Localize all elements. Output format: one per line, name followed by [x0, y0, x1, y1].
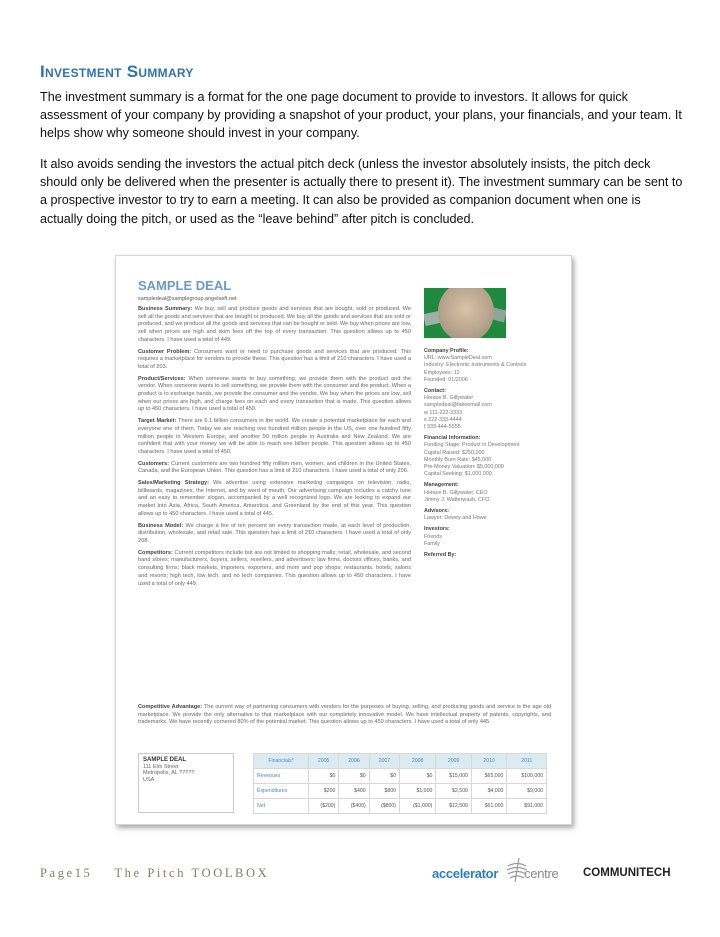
table-cell: ($1,000)	[400, 799, 436, 814]
table-cell: $4,000	[471, 784, 507, 799]
profile-group: Financial Information: Funding Stage: Product in Development Capital Raised: $250,000 Monthly Burn Rate: $45,000 Pre-Money Valuation: $5,000,000 Capital Seeking: $1,000,000	[424, 435, 520, 478]
table-cell: $2,500	[436, 784, 472, 799]
table-cell: 2007	[369, 754, 399, 769]
table-cell: $800	[369, 784, 399, 799]
table-cell: ($200)	[309, 799, 339, 814]
table-cell: ($800)	[369, 799, 399, 814]
table-cell: $12,500	[436, 799, 472, 814]
footer-page: Page15 The Pitch TOOLBOX	[40, 866, 270, 880]
table-cell: $1,000	[400, 784, 436, 799]
table-cell: 2008	[400, 754, 436, 769]
profile-group: Advisors: Lawyer: Dewey and Howe	[424, 508, 487, 522]
sample-section: Customer Problem: Consumers want or need to purchase goods and services that are produced. This requires a marketplace for vendors to provide these. This question has a limit of 210 characters. I have used a total of 203.	[138, 348, 412, 370]
table-cell: $0	[369, 769, 399, 784]
sample-deal-email: sampledeal@samplegroup.angelsoft.net	[138, 296, 237, 302]
sample-section: Competitors: Current competitors include but are not limited to shopping malls; retail, wholesale, and second hand stores; manufacturers, buyers, sellers, resellers, and advertisers; law firms, doctors offices, banks, and consulting firms; black markets, importers, exporters, and mom and pop shops; restaurants, hotels, salons and resorts; high tech, low tech, and no tech companies. This question allows up to 450 characters. I have used a total of only 449.	[138, 549, 411, 587]
communitech-logo: COMMUNITECH	[583, 867, 671, 879]
sample-section: Sales/Marketing Strategy: We advertise using extensive marketing campaigns on television, radio, billboards, magazines, the Internet, and by word of mouth. Our advertising campaign includes a catchy tune and an easy to remember slogan, accompanied by a well recognized logo. We are looking to expand our market into Asia, Africa, South America, Antarctica, and Greenland by the end of this year. This question allows up to 450 characters. I have used a total of 445.	[138, 480, 411, 517]
table-cell: $61,000	[471, 799, 507, 814]
company-profile	[424, 348, 554, 563]
table-cell: Financials*	[254, 754, 309, 769]
page-heading: Investment Summary	[40, 62, 194, 81]
sample-section: Business Model: We charge a fee of ten percent on every transaction made, at each level of production, distribution, wholesale, and retail sale. This question has a limit of 210 characters. I have used a total of only 208.	[138, 522, 411, 544]
table-row	[254, 769, 547, 784]
table-cell: 2006	[339, 754, 369, 769]
table-row	[254, 784, 547, 799]
table-cell: $15,000	[436, 769, 472, 784]
table-cell: 2011	[507, 754, 547, 769]
swirl-icon	[505, 857, 529, 883]
table-cell: $400	[339, 784, 369, 799]
sample-deal-image	[115, 255, 572, 825]
table-cell: $91,000	[507, 799, 547, 814]
table-cell: $0	[339, 769, 369, 784]
second-paragraph: It also avoids sending the investors the actual pitch deck (unless the investor absolutely insists, the pitch deck should only be delivered when the presenter is actually there to present it). The investment summary can be sent to a prospective investor to try to earn a meeting. It can also be provided as companion document when one is actually doing the pitch, or used as the “leave behind” after pitch is concluded.	[40, 157, 683, 226]
table-cell: $0	[309, 769, 339, 784]
profile-group: Contact: Horace B. Gillywater sampledeal@fakeemail.com w 111-222-3333 c 222-333-4444 f 333-444-5555	[424, 388, 492, 431]
sample-section: Product/Services: When someone wants to buy something, we provide them with the product and the vendor. When someone wants to sell something, we provide them with the consumer and the product. When a product is to exchange hands, we provide the consumer and the vendor. We buy when the prices are low, sell when our prices are high, and charge fees on each and every transaction that is made. This question allows up to 450 characters. I have used a total of 450.	[138, 375, 411, 413]
table-cell: $200	[309, 784, 339, 799]
sample-section: Customers: Current customers are two hundred fifty million men, women, and children in the United States, Canada, and the European Union. This question has a limit of 210 characters. I have used a total of only 206.	[138, 460, 411, 475]
profile-group: Management: Horace B. Gillywater, CEO Jimmy J. Watterwash, CFO	[424, 482, 490, 503]
intro-paragraph: The investment summary is a format for the one page document to provide to investors. It allows for quick assessment of your company by providing a snapshot of your product, your plans, your financials, and your team. It helps show why someone should invest in your company.	[40, 90, 682, 141]
sample-section: Target Market: There are 6.1 billion consumers in the world. We create a potential marketplace for each and everyone one of them. Today we are reaching one hundred million people in the US, over one hundred fifty million people in Western Europe, and another 50 million people in Australia and New Zealand. We are confident that with your money we will be able to reach one billion people. This question allows up to 450 characters. I have used a total of 450.	[138, 418, 411, 455]
table-cell: Revenues	[254, 769, 309, 784]
accelerator-centre-logo: accelerator centre	[432, 866, 559, 881]
profile-group: Company Profile: URL: www.SampleDeal.com Industry: Electronic Instruments & Controls Employees: 12 Founded: 01/2006	[424, 348, 527, 383]
table-cell: $100,000	[507, 769, 547, 784]
profile-group: Investors: Friends Family	[424, 526, 450, 547]
handshake-image	[424, 288, 506, 338]
table-cell: Expenditures	[254, 784, 309, 799]
table-cell: $0	[400, 769, 436, 784]
table-cell: ($400)	[339, 799, 369, 814]
table-cell: 2010	[471, 754, 507, 769]
table-row	[254, 799, 547, 814]
table-cell: 2005	[309, 754, 339, 769]
address-box: SAMPLE DEAL 111 Elm Street Metropolis, AL ????? USA	[138, 753, 234, 813]
table-cell: $9,000	[507, 784, 547, 799]
table-cell: Net	[254, 799, 309, 814]
profile-group: Referred By:	[424, 552, 457, 559]
table-row	[254, 754, 547, 769]
competitive-advantage: Competitive Advantage: The current way of partnering consumers with vendors for the purposes of buying, selling, and producing goods and service is the age old marketplace. We provide the only alternative to that marketplace with our completely innovative model. We have intellectual property of patents, copyrights, and trademarks. We have recently cornered 80% of the potential market. This question allows up to 450 characters. I have used a total of only 445.	[138, 704, 552, 726]
sample-section: Business Summary: We buy, sell and produce goods and services that are bought, sold or produced. We sell all the goods and services that are bought or produced. We buy all the goods and services that are sold or produced, and we produce all the goods and services that can be bought or sold. We buy when prices are low, sell when prices are high and skim fees off the top of every transaction. This question allows up to 450 characters. I have used a total of 449.	[138, 306, 411, 343]
financials-table	[253, 753, 547, 814]
table-cell: 2009	[436, 754, 472, 769]
table-cell: $65,000	[471, 769, 507, 784]
sample-deal-title: SAMPLE DEAL	[138, 278, 232, 293]
sample-sections	[138, 306, 411, 592]
